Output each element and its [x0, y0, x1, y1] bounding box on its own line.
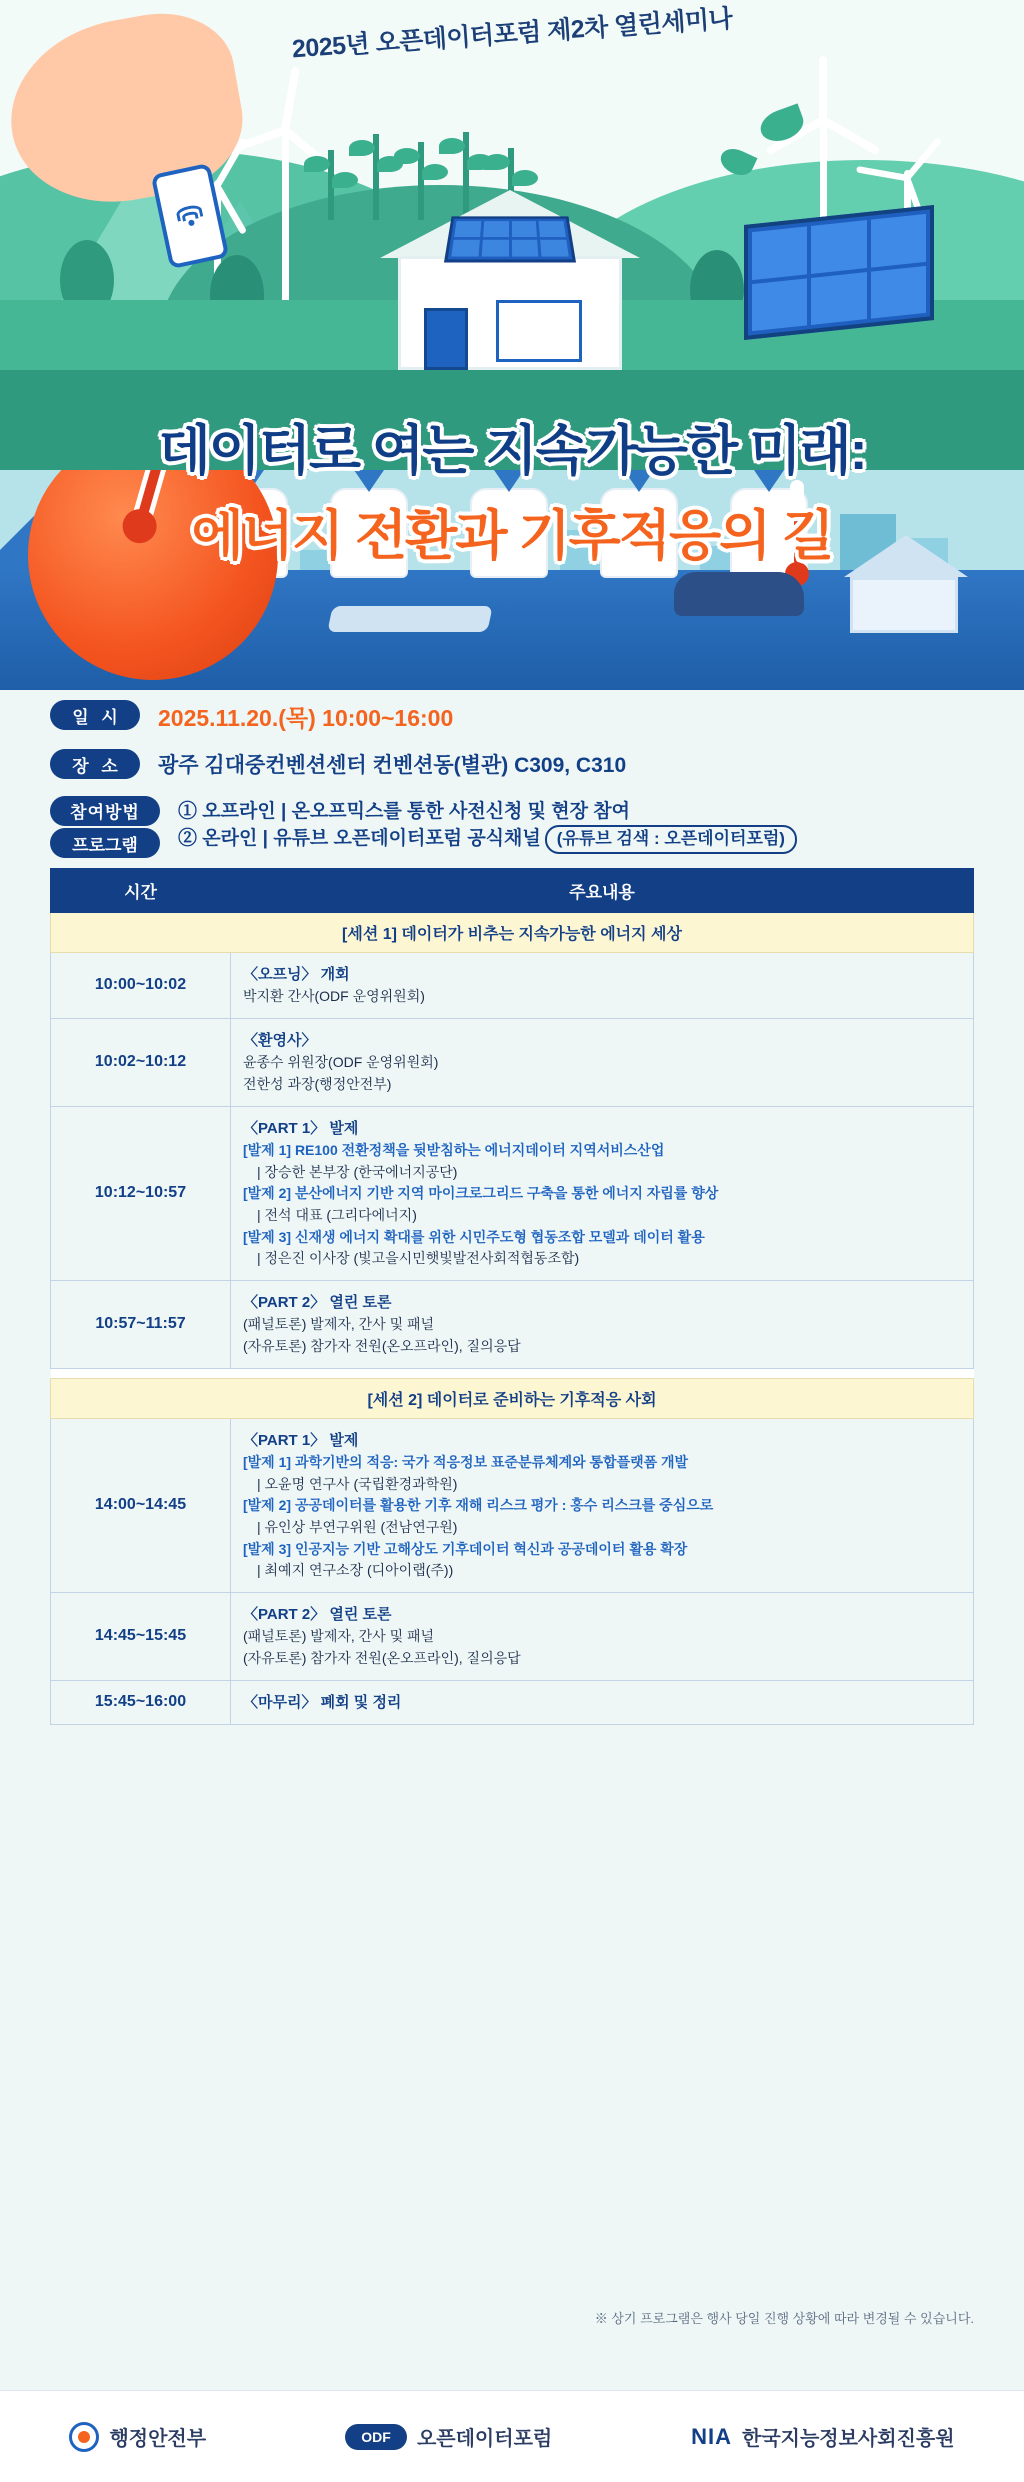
header-content: 주요내용 [231, 869, 974, 913]
table-row [51, 1418, 974, 1592]
row-content [231, 953, 974, 1019]
row-time: 14:45~15:45 [51, 1592, 231, 1680]
submerged-car-icon [674, 572, 804, 616]
title-line-1: 데이터로 여는 지속가능한 미래: [158, 421, 866, 481]
row-content-line: [발제 1] RE100 전환정책을 뒷받침하는 에너지데이터 지역서비스산업 [243, 1141, 665, 1158]
place-label: 장 소 [50, 749, 140, 779]
row-content [231, 1418, 974, 1592]
page-title [0, 408, 1024, 570]
row-content [231, 1106, 974, 1280]
row-time: 10:57~11:57 [51, 1280, 231, 1368]
row-content-line: | 최예지 연구소장 (디아이랩(주)) [257, 1562, 454, 1579]
row-time: 10:12~10:57 [51, 1106, 231, 1280]
program-label: 프로그램 [50, 828, 160, 858]
row-content-line: 전한성 과장(행정안전부) [243, 1075, 392, 1092]
session-title: [세션 2] 데이터로 준비하는 기후적응 사회 [51, 1378, 974, 1418]
logo-moi-label: 행정안전부 [109, 2428, 207, 2450]
row-content-line: [발제 3] 신재생 에너지 확대를 위한 시민주도형 협동조합 모델과 데이터 활용 [243, 1228, 705, 1245]
row-content-line: 〈마무리〉 폐회 및 정리 [243, 1693, 402, 1711]
join-label: 참여방법 [50, 796, 160, 826]
wifi-icon [175, 204, 205, 229]
row-content [231, 1280, 974, 1368]
row-content-line: 〈PART 1〉 발제 [243, 1431, 359, 1449]
join-line-2 [178, 825, 797, 854]
row-time: 14:00~14:45 [51, 1418, 231, 1592]
date-label: 일 시 [50, 700, 140, 730]
logo-nia [691, 2422, 954, 2451]
row-content-line: (자유토론) 참가자 전원(온오프라인), 질의응답 [243, 1337, 521, 1354]
row-content-line: 〈오프닝〉 개회 [243, 966, 350, 983]
program-note: ※ 상기 프로그램은 행사 당일 진행 상황에 따라 변경될 수 있습니다. [594, 2311, 974, 2326]
row-content-line: (자유토론) 참가자 전원(온오프라인), 질의응답 [243, 1649, 521, 1666]
solar-panel-icon [444, 216, 576, 262]
table-row [51, 1680, 974, 1724]
footer-logos [0, 2390, 1024, 2482]
row-content-line: 〈PART 2〉 열린 토론 [243, 1605, 392, 1623]
row-content-line: | 정은진 이사장 (빛고을시민햇빛발전사회적협동조합) [257, 1250, 580, 1267]
row-content-line: | 전석 대표 (그리다에너지) [257, 1206, 417, 1223]
event-eyebrow: 2025년 오픈데이터포럼 제2차 열린세미나 [291, 4, 734, 64]
logo-moi [69, 2422, 206, 2452]
join-value [178, 796, 797, 854]
table-row [51, 1280, 974, 1368]
row-content-line: (패널토론) 발제자, 간사 및 패널 [243, 1316, 435, 1333]
info-row-place [50, 749, 974, 781]
row-time: 10:00~10:02 [51, 953, 231, 1019]
join-line-2-text: ② 온라인 | 유튜브 오픈데이터포럼 공식채널 [178, 828, 541, 850]
row-content-line: | 오윤명 연구사 (국립환경과학원) [257, 1475, 458, 1492]
row-content-line: [발제 3] 인공지능 기반 고해상도 기후데이터 혁신과 공공데이터 활용 확장 [243, 1540, 688, 1557]
window-shape [496, 300, 582, 362]
table-row [51, 1106, 974, 1280]
row-content-line: [발제 1] 과학기반의 적응: 국가 적응정보 표준분류체계와 통합플랫폼 개발 [243, 1453, 689, 1470]
place-value: 광주 김대중컨벤션센터 컨벤션동(별관) C309, C310 [158, 754, 627, 778]
title-line-2: 에너지 전환과 기후적응의 길 [191, 506, 833, 566]
row-content [231, 1592, 974, 1680]
header-time: 시간 [51, 869, 231, 913]
row-content-line: 박지환 간사(ODF 운영위원회) [243, 988, 425, 1005]
info-row-date [50, 700, 974, 735]
row-content-line: [발제 2] 분산에너지 기반 지역 마이크로그리드 구축을 통한 에너지 자립률 향상 [243, 1185, 719, 1202]
join-line-1: ① 오프라인 | 온오프믹스를 통한 사전신청 및 현장 참여 [178, 800, 630, 822]
table-header-row [51, 869, 974, 913]
info-row-join [50, 796, 974, 854]
row-time: 15:45~16:00 [51, 1680, 231, 1724]
row-content-line: 윤종수 위원장(ODF 운영위원회) [243, 1054, 439, 1071]
logo-odf-label: 오픈데이터포럼 [416, 2428, 553, 2450]
odf-mark-icon: ODF [345, 2424, 407, 2450]
session-header-row [51, 1378, 974, 1418]
row-content-line: [발제 2] 공공데이터를 활용한 기후 재해 리스크 평가 : 홍수 리스크를 중심으로 [243, 1497, 714, 1514]
row-content [231, 1680, 974, 1724]
logo-nia-label: 한국지능정보사회진흥원 [742, 2428, 955, 2450]
door-shape [424, 308, 468, 370]
row-content-line: 〈PART 2〉 열린 토론 [243, 1293, 392, 1311]
row-content-line: 〈PART 1〉 발제 [243, 1119, 359, 1137]
row-content-line: | 유인상 부연구위원 (전남연구원) [257, 1518, 458, 1535]
row-content [231, 1018, 974, 1106]
government-emblem-icon [69, 2422, 99, 2452]
table-row [51, 1592, 974, 1680]
program-table-body [51, 913, 974, 1725]
table-gap-row [51, 1368, 974, 1378]
date-value: 2025.11.20.(목) 10:00~16:00 [158, 705, 454, 731]
row-content-line: 〈환영사〉 [243, 1031, 317, 1049]
session-title: [세션 1] 데이터가 비추는 지속가능한 에너지 세상 [51, 913, 974, 953]
logo-odf [345, 2422, 552, 2451]
row-time: 10:02~10:12 [51, 1018, 231, 1106]
row-content-line: (패널토론) 발제자, 간사 및 패널 [243, 1628, 435, 1645]
session-header-row [51, 913, 974, 953]
row-content-line: | 장승한 본부장 (한국에너지공단) [257, 1163, 458, 1180]
solar-panel-array-icon [744, 205, 934, 340]
program-table [50, 868, 974, 1725]
house-with-solar-panel-icon [380, 190, 640, 370]
table-row [51, 1018, 974, 1106]
youtube-search-badge: (유튜브 검색 : 오픈데이터포럼) [545, 825, 797, 854]
debris-shape [327, 606, 493, 632]
table-row [51, 953, 974, 1019]
nia-mark-icon: NIA [691, 2423, 733, 2449]
